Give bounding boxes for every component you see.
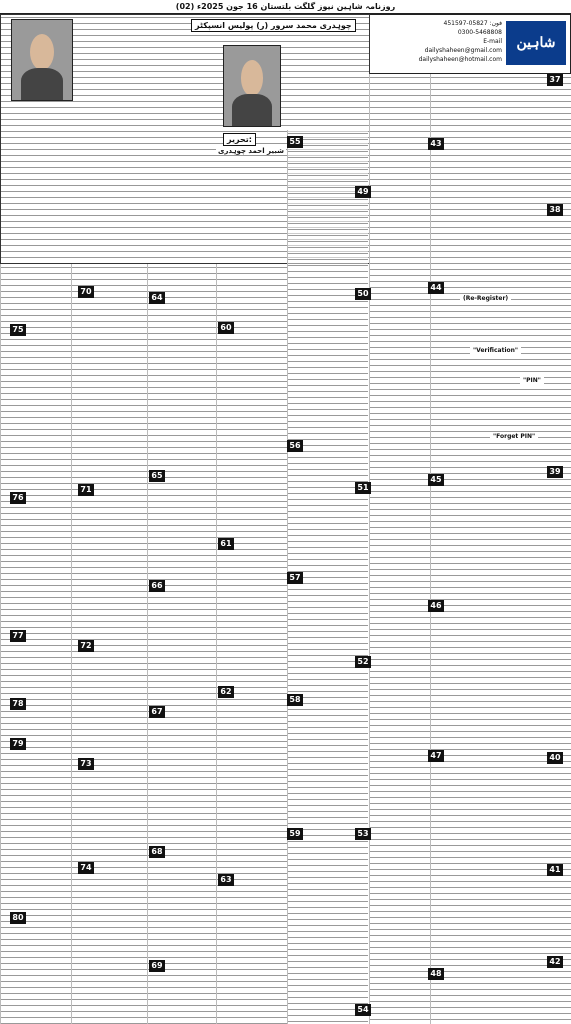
- column-4: [216, 264, 287, 1024]
- byline-name: شبیر احمد چوہدری: [217, 147, 285, 155]
- masthead: [369, 14, 571, 74]
- newspaper-logo: شاہین: [506, 21, 566, 65]
- section-number: 56: [287, 440, 303, 452]
- section-number: 39: [547, 466, 563, 478]
- section-number: 67: [149, 706, 165, 718]
- section-number: 63: [218, 874, 234, 886]
- section-number: 47: [428, 750, 444, 762]
- section-number: 69: [149, 960, 165, 972]
- section-number: 68: [149, 846, 165, 858]
- section-number: 54: [355, 1004, 371, 1016]
- contact-line: 0300-5468808: [457, 29, 502, 36]
- section-number: 38: [547, 204, 563, 216]
- section-number: 72: [78, 640, 94, 652]
- section-number: 50: [355, 288, 371, 300]
- contact-line: dailyshaheen@hotmail.com: [418, 56, 502, 63]
- contact-block: [374, 19, 502, 64]
- section-number: 71: [78, 484, 94, 496]
- section-number: 43: [428, 138, 444, 150]
- section-number: 53: [355, 828, 371, 840]
- feature-title: چوہدری محمد سرور (ر) پولیس انسپکٹر: [191, 19, 356, 32]
- section-number: 42: [547, 956, 563, 968]
- section-number: 66: [149, 580, 165, 592]
- author-photo-right: [223, 45, 281, 127]
- byline-label: تحریر:: [223, 133, 256, 146]
- section-number: 65: [149, 470, 165, 482]
- section-number: 64: [149, 292, 165, 304]
- section-number: 76: [10, 492, 26, 504]
- column-1: [0, 264, 71, 1024]
- section-number: 49: [355, 186, 371, 198]
- english-snippet: "Forget PIN": [490, 432, 538, 441]
- section-number: 80: [10, 912, 26, 924]
- column-right-2: [369, 74, 430, 1024]
- section-number: 77: [10, 630, 26, 642]
- section-number: 51: [355, 482, 371, 494]
- section-number: 78: [10, 698, 26, 710]
- author-photo-left: [11, 19, 73, 101]
- column-3: [147, 264, 216, 1024]
- section-number: 58: [287, 694, 303, 706]
- contact-line: فون: 05827-451597: [443, 20, 502, 27]
- column-right: [430, 74, 571, 1024]
- section-number: 48: [428, 968, 444, 980]
- section-number: 45: [428, 474, 444, 486]
- section-number: 75: [10, 324, 26, 336]
- section-number: 52: [355, 656, 371, 668]
- section-number: 46: [428, 600, 444, 612]
- section-number: 70: [78, 286, 94, 298]
- section-number: 74: [78, 862, 94, 874]
- section-number: 44: [428, 282, 444, 294]
- contact-line: dailyshaheen@gmail.com: [424, 47, 502, 54]
- date-line: روزنامہ شاہین نیوز گلگت بلتستان 16 جون 2025ء (02): [0, 0, 571, 14]
- english-snippet: "PIN": [520, 376, 544, 385]
- section-number: 37: [547, 74, 563, 86]
- section-number: 61: [218, 538, 234, 550]
- section-number: 41: [547, 864, 563, 876]
- section-number: 73: [78, 758, 94, 770]
- section-number: 59: [287, 828, 303, 840]
- section-number: 60: [218, 322, 234, 334]
- english-snippet: "Verification": [470, 346, 521, 355]
- email-label: E-mail: [483, 38, 502, 45]
- section-number: 40: [547, 752, 563, 764]
- section-number: 55: [287, 136, 303, 148]
- section-number: 57: [287, 572, 303, 584]
- section-number: 62: [218, 686, 234, 698]
- english-snippet: (Re-Register): [460, 294, 511, 303]
- section-number: 79: [10, 738, 26, 750]
